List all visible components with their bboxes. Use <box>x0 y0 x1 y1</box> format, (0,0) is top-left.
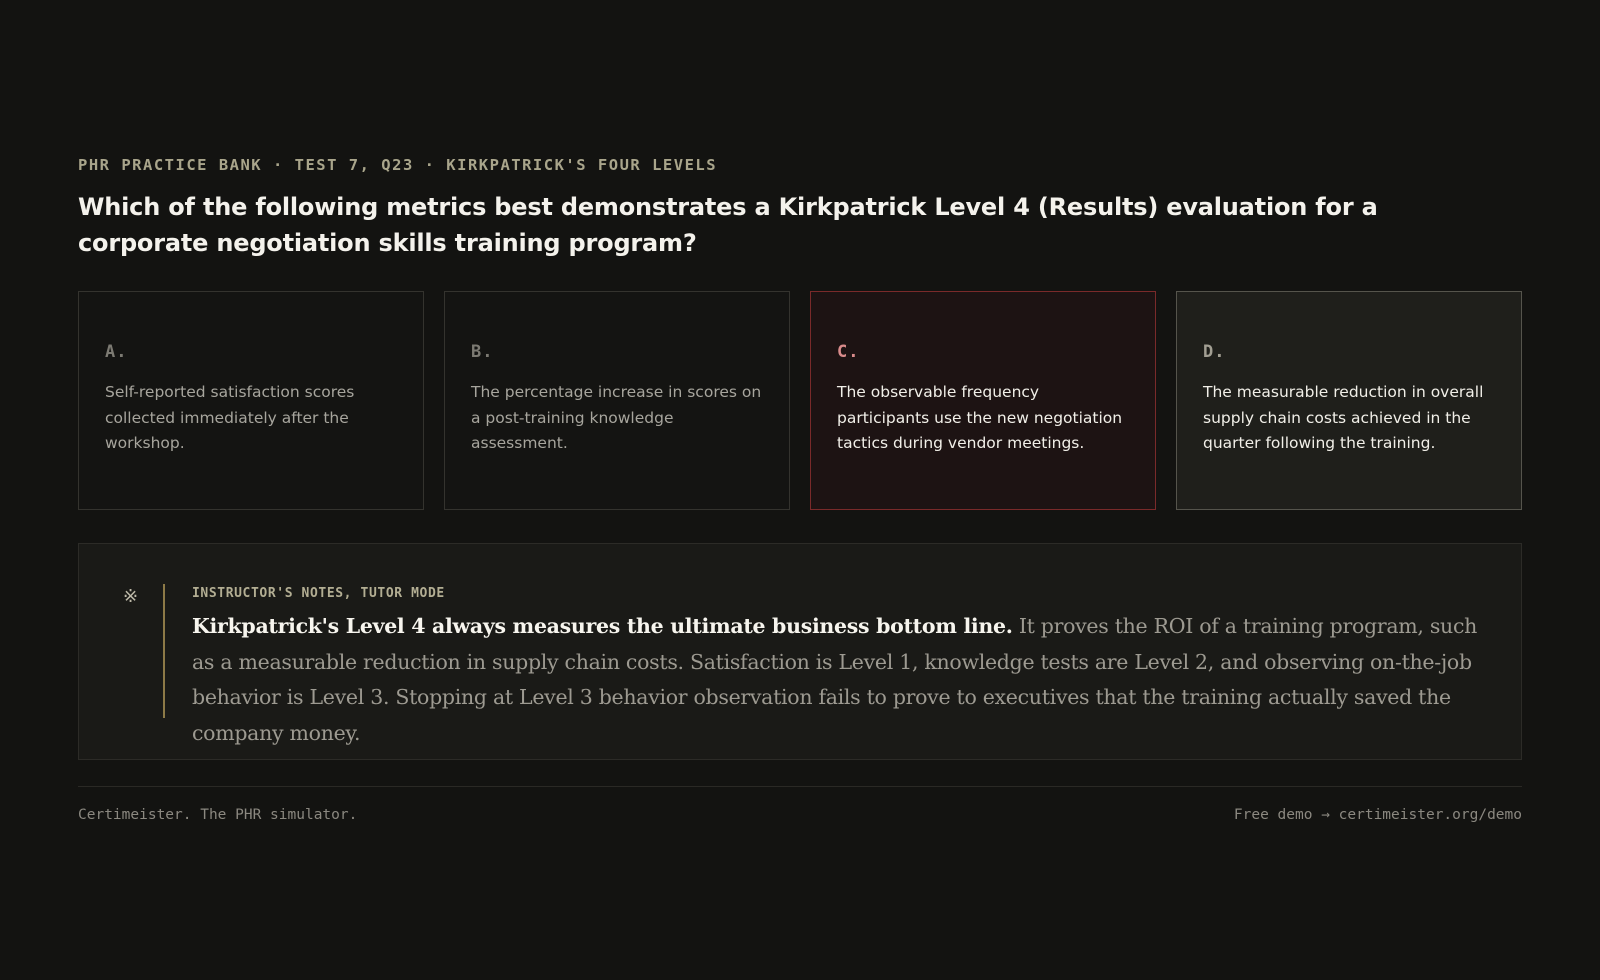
reference-mark-icon: ※ <box>123 586 139 607</box>
option-d[interactable] <box>1176 291 1522 510</box>
footer-demo-link[interactable]: Free demo → certimeister.org/demo <box>1233 807 1522 823</box>
option-a[interactable] <box>78 291 424 510</box>
option-a-letter: A. <box>105 342 128 362</box>
option-c[interactable] <box>810 291 1156 510</box>
notes-accent-rule <box>163 584 165 718</box>
breadcrumb: PHR PRACTICE BANK · TEST 7, Q23 · KIRKPATRICK'S FOUR LEVELS <box>78 156 718 174</box>
option-a-text: Self-reported satisfaction scores collected immediately after the workshop. <box>105 383 355 452</box>
notes-body-text: It proves the ROI of a training program, such as a measurable reduction in supply chain costs. Satisfaction is Level 1, knowledge tests are Level 2, and observing on-the-job behavior is Level 3. Stopping at Level 3 behavior observation fails to prove to executives that the training actually saved the company money. <box>192 614 1478 745</box>
option-c-text: The observable frequency participants use the new negotiation tactics during vendor meetings. <box>837 383 1123 452</box>
footer-brand: Certimeister. The PHR simulator. <box>78 807 358 823</box>
option-b-text: The percentage increase in scores on a post-training knowledge assessment. <box>471 383 762 452</box>
option-d-letter: D. <box>1203 342 1226 362</box>
notes-lead: Kirkpatrick's Level 4 always measures the ultimate business bottom line. <box>192 614 1013 638</box>
notes-label: INSTRUCTOR'S NOTES, TUTOR MODE <box>192 586 445 601</box>
option-d-text: The measurable reduction in overall supply chain costs achieved in the quarter following the training. <box>1203 383 1484 452</box>
notes-explanation <box>192 609 1482 751</box>
option-b[interactable] <box>444 291 790 510</box>
footer-divider <box>78 786 1522 787</box>
notes-body <box>192 586 1482 751</box>
question-text: Which of the following metrics best demonstrates a Kirkpatrick Level 4 (Results) evaluation for a corporate negotiation skills training program? <box>78 193 1378 257</box>
option-b-letter: B. <box>471 342 494 362</box>
option-c-letter: C. <box>837 342 860 362</box>
instructor-notes-panel <box>78 543 1522 760</box>
answer-options <box>78 291 1522 510</box>
